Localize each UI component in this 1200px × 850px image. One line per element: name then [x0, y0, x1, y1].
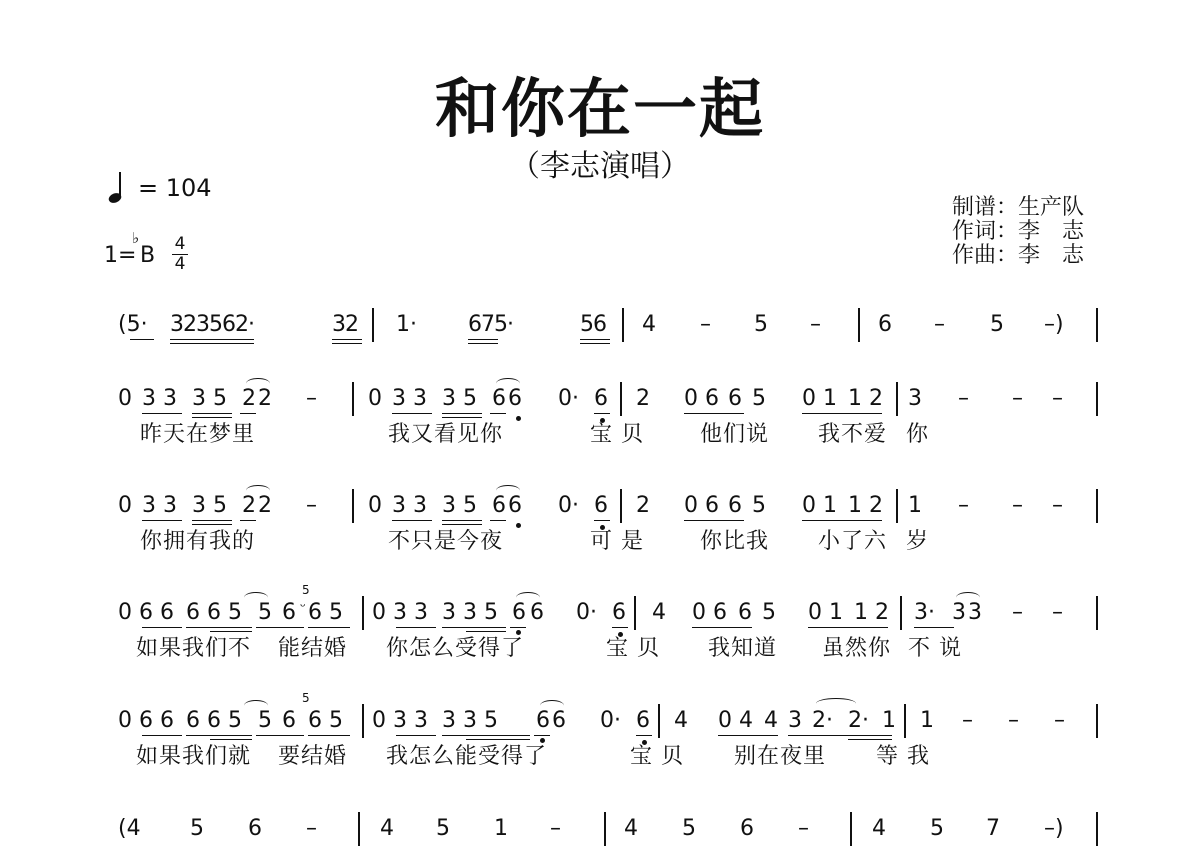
beam-underline: [396, 735, 436, 736]
note: 0 1: [808, 600, 843, 625]
note: 2: [242, 493, 256, 518]
credit-lyricist: 作词：李 志: [952, 219, 1085, 244]
note: 5: [258, 708, 272, 733]
beam-underline: [210, 739, 252, 740]
note: 0·: [558, 493, 579, 518]
note: –: [798, 816, 809, 841]
note: 4: [674, 708, 688, 733]
note: 0 1: [802, 493, 837, 518]
note: 6: [594, 493, 608, 518]
beam-underline: [808, 627, 888, 628]
barline: [1096, 596, 1098, 630]
lyric: 你怎么受得了: [386, 636, 525, 661]
note: 6 6 5: [186, 600, 242, 625]
score-line-3: [0, 489, 1200, 579]
beam-underline: [142, 413, 182, 414]
note: –: [1012, 600, 1023, 625]
barline: [1096, 812, 1098, 846]
beam-underline: [186, 627, 252, 628]
note: 3 5: [192, 493, 227, 518]
note: 1: [882, 708, 896, 733]
note: 5: [930, 816, 944, 841]
lyric: 我怎么能受得了: [386, 744, 548, 769]
tie-arc: [496, 378, 520, 389]
beam-underline: [142, 627, 182, 628]
grace-slur: ᵕ: [300, 599, 306, 615]
note: 0 3 3: [372, 708, 428, 733]
note: 5: [258, 600, 272, 625]
lyric: 你比我: [700, 529, 770, 554]
beam-underline: [392, 413, 432, 414]
beam-underline: [308, 627, 350, 628]
note: –: [306, 493, 317, 518]
song-title: 和你在一起: [435, 73, 765, 147]
note: –: [550, 816, 561, 841]
beam-underline: [718, 735, 778, 736]
note: –: [306, 816, 317, 841]
note: 6: [878, 312, 892, 337]
note: 3 3 5: [442, 708, 498, 733]
barline: [352, 489, 354, 523]
note: 5: [752, 493, 766, 518]
note: 4: [642, 312, 656, 337]
note: 2: [636, 386, 650, 411]
song-subtitle: （李志演唱）: [510, 149, 690, 184]
octave-dot: [516, 630, 521, 635]
note: 3 3: [392, 493, 427, 518]
beam-underline: [442, 735, 530, 736]
note: 0 6: [684, 386, 719, 411]
tempo-marking: [104, 170, 234, 206]
note: 2·: [848, 708, 869, 733]
quarter-note-icon: [104, 170, 126, 206]
note: 3 3 5: [442, 600, 498, 625]
note: 6: [738, 600, 752, 625]
note: (4: [118, 816, 141, 841]
note: 0·: [600, 708, 621, 733]
barline: [896, 382, 898, 416]
barline: [620, 489, 622, 523]
note: 6: [636, 708, 650, 733]
credit-arranger: 制谱：生产队: [952, 195, 1085, 220]
lyric: 能结婚: [278, 636, 348, 661]
beam-underline: [684, 413, 744, 414]
barline: [634, 596, 636, 630]
note: 0 6 6: [118, 600, 174, 625]
note: –: [1012, 493, 1023, 518]
note: 0: [368, 386, 382, 411]
note: 1 2: [854, 600, 889, 625]
octave-dot: [540, 738, 545, 743]
note: 6: [536, 708, 550, 733]
note: 4: [872, 816, 886, 841]
key-note: B: [140, 243, 156, 268]
note: 6 5: [308, 600, 343, 625]
note: 323562·: [170, 312, 254, 337]
note: –: [306, 386, 317, 411]
note: –: [934, 312, 945, 337]
time-sig-denominator: 4: [174, 254, 186, 274]
note: –: [962, 708, 973, 733]
beam-underline: [192, 524, 232, 525]
barline: [372, 308, 374, 342]
octave-dot: [516, 523, 521, 528]
barline: [850, 812, 852, 846]
note: 0 6: [684, 493, 719, 518]
note: 2: [242, 386, 256, 411]
grace-note: 5: [302, 583, 310, 597]
beam-underline: [802, 520, 882, 521]
score-line-6: [0, 812, 1200, 846]
note: 4: [624, 816, 638, 841]
beam-underline: [210, 631, 252, 632]
note: 3 5: [442, 493, 477, 518]
note: 0: [118, 386, 132, 411]
lyric: 等 我: [876, 744, 930, 769]
barline: [362, 596, 364, 630]
barline: [622, 308, 624, 342]
beam-underline: [534, 735, 550, 736]
beam-underline: [192, 520, 232, 521]
barline: [896, 489, 898, 523]
beam-underline: [192, 417, 232, 418]
lyric: 你拥有我的: [140, 529, 256, 554]
lyric: 你: [906, 422, 930, 447]
lyric: 宝 贝: [606, 636, 660, 661]
lyric: 不 说: [908, 636, 962, 661]
note: 0·: [576, 600, 597, 625]
lyric: 我又看见你: [388, 422, 504, 447]
beam-underline: [142, 520, 182, 521]
beam-underline: [442, 627, 506, 628]
note: 6: [512, 600, 526, 625]
underline: [170, 339, 254, 340]
barline: [1096, 489, 1098, 523]
lyric: 可 是: [590, 529, 644, 554]
tie-arc: [956, 592, 980, 603]
tempo-value: = 104: [138, 174, 212, 202]
note: –: [958, 386, 969, 411]
note: –: [700, 312, 711, 337]
note: 6: [530, 600, 544, 625]
note: 5: [762, 600, 776, 625]
note: 3: [952, 600, 966, 625]
beam-underline: [442, 413, 482, 414]
score-line-4: [0, 583, 1200, 686]
note: 5: [682, 816, 696, 841]
note: 1: [908, 493, 922, 518]
note: –): [1044, 312, 1064, 337]
note: 4: [380, 816, 394, 841]
note: 56: [580, 312, 606, 337]
lyric: 小了六: [818, 529, 888, 554]
underline: [580, 339, 610, 340]
note: 2: [258, 493, 272, 518]
note: –: [810, 312, 821, 337]
beam-underline: [442, 524, 482, 525]
credit-composer: 作曲：李 志: [952, 243, 1085, 268]
note: 0 6: [692, 600, 727, 625]
note: 6: [508, 386, 522, 411]
tie-arc: [244, 592, 268, 603]
score-line-2: [0, 382, 1200, 472]
beam-underline: [466, 631, 506, 632]
beam-underline: [594, 413, 610, 414]
beam-underline: [466, 739, 530, 740]
note: 6: [552, 708, 566, 733]
note: 32: [332, 312, 358, 337]
note: 0 6 6: [118, 708, 174, 733]
note: 6: [612, 600, 626, 625]
beam-underline: [256, 627, 304, 628]
lyric: 昨天在梦里: [140, 422, 256, 447]
beam-underline: [490, 520, 506, 521]
note: 1 2: [848, 386, 883, 411]
beam-underline: [186, 735, 252, 736]
barline: [900, 596, 902, 630]
beam-underline: [442, 520, 482, 521]
underline: [468, 339, 498, 340]
beam-underline: [256, 735, 304, 736]
tie-arc: [496, 485, 520, 496]
note: 0: [368, 493, 382, 518]
time-signature: [172, 236, 188, 273]
beam-underline: [240, 520, 256, 521]
beam-underline: [594, 520, 610, 521]
underline: [580, 343, 610, 344]
barline: [1096, 382, 1098, 416]
beam-underline: [848, 739, 892, 740]
lyric: 虽然你: [822, 636, 892, 661]
note: 3 3: [142, 493, 177, 518]
note: 6: [594, 386, 608, 411]
flat-icon: ♭: [132, 229, 140, 247]
score-line-5: [0, 691, 1200, 794]
note: 1: [920, 708, 934, 733]
grace-note: 5: [302, 691, 310, 705]
note: 6 6 5: [186, 708, 242, 733]
key-signature: [104, 229, 224, 274]
barline: [904, 704, 906, 738]
credits: [952, 196, 1084, 268]
note: –: [1008, 708, 1019, 733]
lyric: 我知道: [708, 636, 778, 661]
note: –): [1044, 816, 1064, 841]
note: 0·: [558, 386, 579, 411]
beam-underline: [684, 520, 744, 521]
tie-arc: [540, 700, 564, 711]
note: 6: [508, 493, 522, 518]
barline: [352, 382, 354, 416]
note: 6: [728, 386, 742, 411]
note: 6: [492, 493, 506, 518]
beam-underline: [392, 520, 432, 521]
note: –: [1012, 386, 1023, 411]
tie-arc: [246, 485, 270, 496]
note: 4: [652, 600, 666, 625]
key-prefix: 1=: [104, 243, 137, 268]
note: 5: [190, 816, 204, 841]
note: 2: [258, 386, 272, 411]
lyric: 我不爱: [818, 422, 888, 447]
note: 3 3: [392, 386, 427, 411]
underline: [468, 343, 498, 344]
underline: [170, 343, 254, 344]
note: –: [1054, 708, 1065, 733]
lyric: 宝 贝: [630, 744, 684, 769]
tie-arc: [516, 592, 540, 603]
lyric: 别在夜里: [734, 744, 827, 769]
underline: [130, 339, 154, 340]
beam-underline: [308, 735, 350, 736]
beam-underline: [442, 417, 482, 418]
note: 3 5: [442, 386, 477, 411]
note: 3: [788, 708, 802, 733]
note: (5·: [118, 312, 148, 337]
lyric: 岁: [906, 529, 930, 554]
note: 3 5: [192, 386, 227, 411]
beam-underline: [612, 627, 628, 628]
barline: [858, 308, 860, 342]
tie-arc: [816, 698, 856, 709]
note: 6: [492, 386, 506, 411]
lyric: 不只是今夜: [388, 529, 504, 554]
note: 5: [754, 312, 768, 337]
beam-underline: [490, 413, 506, 414]
note: 6: [282, 708, 296, 733]
octave-dot: [516, 416, 521, 421]
note: 6 5: [308, 708, 343, 733]
note: 6: [248, 816, 262, 841]
note: 6: [282, 600, 296, 625]
beam-underline: [240, 413, 256, 414]
time-sig-numerator: 4: [174, 234, 186, 254]
note: 1: [494, 816, 508, 841]
lyric: 他们说: [700, 422, 770, 447]
note: 6: [728, 493, 742, 518]
lyric: 如果我们不: [136, 636, 252, 661]
note: 0 1: [802, 386, 837, 411]
note: –: [1052, 493, 1063, 518]
note: 5: [752, 386, 766, 411]
barline: [1096, 308, 1098, 342]
beam-underline: [192, 413, 232, 414]
note: –: [958, 493, 969, 518]
beam-underline: [802, 413, 882, 414]
tie-arc: [246, 378, 270, 389]
barline: [658, 704, 660, 738]
underline: [332, 339, 362, 340]
note: 1·: [396, 312, 417, 337]
underline: [332, 343, 362, 344]
note: 7: [986, 816, 1000, 841]
note: –: [1052, 600, 1063, 625]
note: 3 3: [142, 386, 177, 411]
lyric: 如果我们就: [136, 744, 252, 769]
note: 4: [764, 708, 778, 733]
note: 1 2: [848, 493, 883, 518]
lyric: 要结婚: [278, 744, 348, 769]
note: 5: [436, 816, 450, 841]
note: 0 4: [718, 708, 753, 733]
note: 675·: [468, 312, 513, 337]
beam-underline: [510, 627, 526, 628]
note: 6: [740, 816, 754, 841]
note: 3: [908, 386, 922, 411]
note: 2: [636, 493, 650, 518]
beam-underline: [914, 627, 954, 628]
tie-arc: [244, 700, 268, 711]
barline: [620, 382, 622, 416]
beam-underline: [142, 735, 182, 736]
barline: [1096, 704, 1098, 738]
barline: [358, 812, 360, 846]
beam-underline: [692, 627, 752, 628]
beam-underline: [788, 735, 892, 736]
note: 5: [990, 312, 1004, 337]
note: 0: [118, 493, 132, 518]
note: –: [1052, 386, 1063, 411]
note: 0 3 3: [372, 600, 428, 625]
note: 3·: [914, 600, 935, 625]
beam-underline: [636, 735, 652, 736]
note: 3: [968, 600, 982, 625]
beam-underline: [396, 627, 436, 628]
note: 2·: [812, 708, 833, 733]
barline: [604, 812, 606, 846]
barline: [362, 704, 364, 738]
lyric: 宝 贝: [590, 422, 644, 447]
